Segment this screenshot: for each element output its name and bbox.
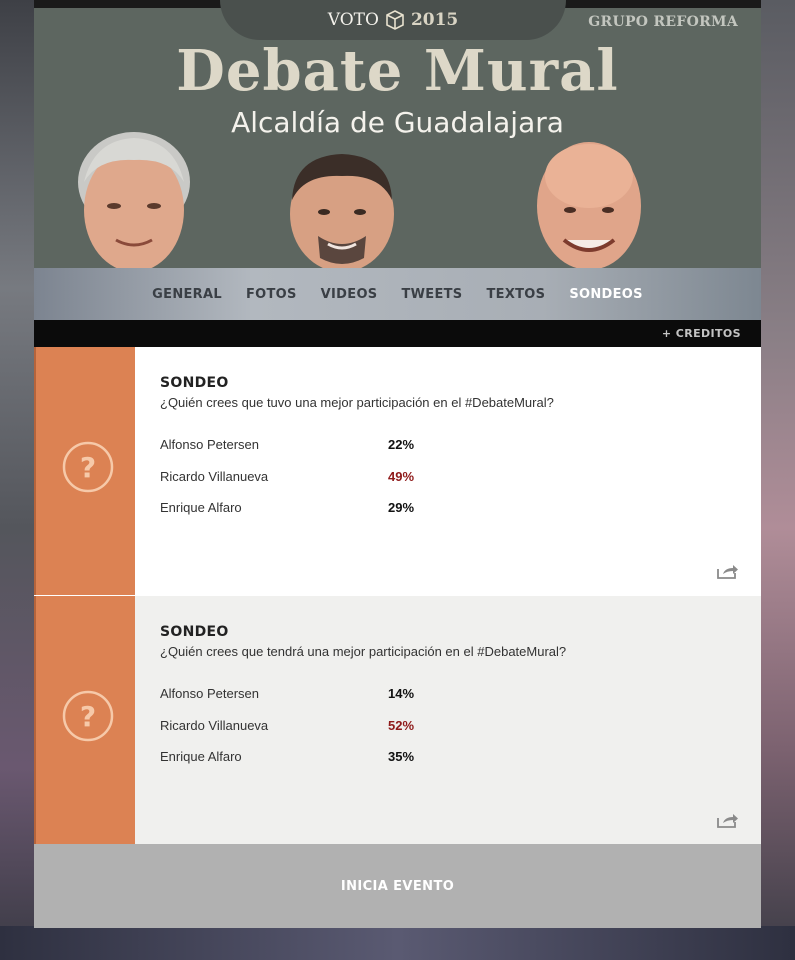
svg-text:?: ? — [79, 451, 97, 484]
option-name: Alfonso Petersen — [160, 686, 260, 701]
candidate-photo-alfaro — [534, 140, 644, 270]
poll-option[interactable] — [160, 718, 741, 750]
poll-question: ¿Quién crees que tendrá una mejor participación en el #DebateMural? — [160, 644, 567, 659]
header-banner — [34, 0, 761, 320]
share-icon[interactable] — [717, 563, 739, 579]
poll-option[interactable] — [160, 500, 741, 532]
poll-card — [34, 596, 761, 844]
share-icon[interactable] — [717, 812, 739, 828]
poll-body — [160, 624, 741, 781]
option-percent-leading: 52% — [388, 717, 415, 733]
tab-sondeos[interactable]: SONDEOS — [569, 286, 643, 302]
credits-link[interactable]: + CREDITOS — [661, 327, 741, 340]
poll-body — [160, 375, 741, 532]
poll-option[interactable] — [160, 749, 741, 781]
poll-label: SONDEO — [160, 624, 229, 640]
background-left — [0, 0, 34, 960]
tab-videos[interactable]: VIDEOS — [320, 286, 378, 302]
background-bottom — [0, 926, 795, 960]
option-name: Alfonso Petersen — [160, 437, 260, 452]
candidate-photo-petersen — [74, 130, 194, 270]
poll-card — [34, 347, 761, 595]
tab-textos[interactable]: TEXTOS — [486, 286, 546, 302]
tab-fotos[interactable]: FOTOS — [245, 286, 297, 302]
option-name: Enrique Alfaro — [160, 500, 242, 515]
poll-options — [160, 437, 741, 532]
option-percent: 35% — [388, 749, 415, 764]
poll-option[interactable] — [160, 686, 741, 718]
option-name: Ricardo Villanueva — [160, 717, 269, 733]
option-percent: 29% — [388, 500, 415, 515]
background-right — [761, 0, 795, 960]
tab-tweets[interactable]: TWEETS — [401, 286, 463, 302]
option-percent-leading: 49% — [388, 468, 415, 484]
poll-question: ¿Quién crees que tuvo una mejor participación en el #DebateMural? — [160, 395, 554, 410]
candidate-photo-villanueva — [284, 144, 400, 270]
poll-options — [160, 686, 741, 781]
voto-label: VOTO — [327, 10, 379, 30]
svg-text:?: ? — [79, 700, 97, 733]
debate-page — [34, 0, 761, 928]
tab-general[interactable]: GENERAL — [152, 286, 222, 302]
page-subtitle: Alcaldía de Guadalajara — [231, 106, 564, 139]
publisher-logo[interactable]: GRUPO REFORMA — [588, 14, 738, 30]
section-nav — [34, 268, 761, 320]
option-name: Enrique Alfaro — [160, 749, 242, 764]
option-percent: 14% — [388, 686, 415, 701]
page-title: Debate Mural — [176, 38, 619, 104]
start-event-button[interactable]: INICIA EVENTO — [34, 844, 761, 928]
credits-bar — [34, 320, 761, 347]
poll-accent-bar — [34, 347, 135, 595]
poll-label: SONDEO — [160, 375, 229, 391]
option-percent: 22% — [388, 437, 415, 452]
question-icon — [62, 441, 114, 493]
voto-logo[interactable] — [220, 0, 566, 40]
voto-year: 2015 — [410, 10, 459, 30]
cube-icon — [385, 10, 405, 30]
question-icon — [62, 690, 114, 742]
poll-option[interactable] — [160, 469, 741, 501]
poll-option[interactable] — [160, 437, 741, 469]
option-name: Ricardo Villanueva — [160, 468, 269, 484]
poll-accent-bar — [34, 596, 135, 844]
